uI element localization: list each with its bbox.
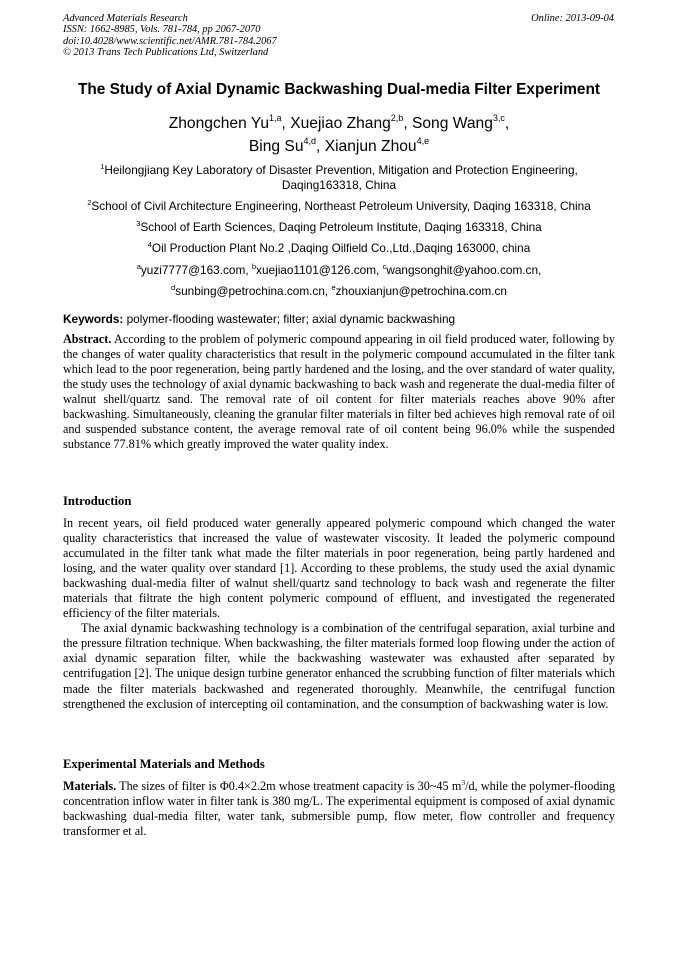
email-link[interactable]: zhouxianjun@petrochina.com.cn xyxy=(335,284,507,298)
materials-label: Materials. xyxy=(63,779,117,793)
abstract-label: Abstract. xyxy=(63,332,112,346)
online-date: Online: 2013-09-04 xyxy=(531,13,614,24)
email-link[interactable]: sunbing@petrochina.com.cn xyxy=(175,284,325,298)
author-name: Zhongchen Yu xyxy=(168,115,270,132)
email-link[interactable]: wangsonghit@yahoo.com.cn xyxy=(386,263,539,277)
author-affiliation-mark: 2,b xyxy=(390,113,404,123)
emails-line-2: $^d$sunbing@petrochina.com.cn, $^e$zhouxianjun@petrochina.com.cn xyxy=(171,283,507,298)
affiliation-4: $^4$Oil Production Plant No.2 ,Daqing Oilfield Co.,Ltd.,Daqing 163000, china xyxy=(147,240,531,255)
keywords xyxy=(63,312,615,327)
introduction-heading: Introduction xyxy=(63,494,132,508)
introduction-paragraph-2: The axial dynamic backwashing technology is a combination of the centrifugal separation, axial turbine and the pressure filtration technique. When backwashing, the filter materials formed loop flowing under the action of axial dynamic separation filter, while the backwashing wastewater was exhausted after separated by centrifugation [2]. The unique design turbine generator enhanced the scrubbing function of filter materials which made the filter materials backwashed and regenerated thoroughly. Meanwhile, the centrifugal function strengthened the exclusion of intercepting oil contamination, and the consumption of backwashing water is low. xyxy=(63,621,615,711)
materials-paragraph: Materials. The sizes of filter is Φ0.4×2.2m whose treatment capacity is 30~45 $m^3/d$, while the polymer-flooding concentration inflow water in filter tank is 380 mg/L. The experimental equipment is composed of axial dynamic backwashing dual-media filter, water tank, submersible pump, flow meter, flow controller and frequency transformer et al. xyxy=(63,778,615,839)
keywords-text: polymer-flooding wastewater; filter; axial dynamic backwashing xyxy=(123,312,456,326)
issn-line: ISSN: 1662-8985, Vols. 781-784, pp 2067-2070 xyxy=(63,24,261,36)
author-affiliation-mark: 4,d xyxy=(303,136,317,146)
affiliation-3: $^3$School of Earth Sciences, Daqing Petroleum Institute, Daqing 163318, China xyxy=(136,219,542,234)
paper-title: The Study of Axial Dynamic Backwashing Dual-media Filter Experiment xyxy=(78,81,600,98)
journal-name: Advanced Materials Research xyxy=(63,13,188,24)
introduction-paragraph-1: In recent years, oil field produced water generally appeared polymeric compound which changed the water quality characteristics that increased the value of wastewater viscosity. It leaded the polymeric compound accumulated in the filter tank what made the filter materials in poor regeneration, being partly hardened and losing, and the water quality over standard [1]. According to these problems, the study used the axial dynamic backwashing dual-media filter of walnut shell/quartz sand technology to back wash and regenerate the filter materials that filtrate the high content polymeric compound of effluent, and investigated the regenerated efficiency of the filter materials. xyxy=(63,516,615,621)
author-affiliation-mark: 4,e xyxy=(416,136,430,146)
author-affiliation-mark: 1,a xyxy=(269,113,282,123)
affiliation-2: $^2$School of Civil Architecture Engineering, Northeast Petroleum University, Daqing 163318, China xyxy=(87,198,591,213)
authors-line-1: Zhongchen Yu$^{1,a}$, Xuejiao Zhang$^{2,b}$, Song Wang$^{3,c}$, xyxy=(168,113,510,132)
email-link[interactable]: yuzi7777@163.com xyxy=(140,263,246,277)
author-name: Song Wang xyxy=(411,115,493,132)
doi-line[interactable]: doi:10.4028/www.scientific.net/AMR.781-784.2067 xyxy=(63,35,277,47)
copyright-line: © 2013 Trans Tech Publications Ltd, Switzerland xyxy=(63,47,269,59)
abstract-text: According to the problem of polymeric compound appearing in oil field produced water, following by the changes of water quality characteristics that result in the polymeric compound accumulated in the filter tank which lead to the poor regeneration, being partly hardened and the losing, and the over standard of water quality, the study uses the technology of axial dynamic backwashing to back wash and regenerate the dual-media filter of walnut shell/quartz sand. The removal rate of oil content for filter materials reaches above 90% after backwashing. Simultaneously, cleaning the granular filter materials in filter bed achieves high removal rate of oil and suspended substance content, the average removal rate of oil content being 96.0% while the suspended substance 77.81% which greatly improved the water quality index. xyxy=(63,332,615,452)
journal-header xyxy=(63,13,277,59)
methods-heading: Experimental Materials and Methods xyxy=(63,757,265,771)
author-name: Xianjun Zhou xyxy=(324,138,417,155)
author-affiliation-mark: 3,c xyxy=(492,113,505,123)
abstract xyxy=(63,332,615,452)
introduction-body xyxy=(63,516,615,712)
author-name: Xuejiao Zhang xyxy=(290,115,391,132)
keywords-label: Keywords: xyxy=(63,312,124,326)
emails-line-1: $^a$yuzi7777@163.com, $^b$xuejiao1101@126.com, $^c$wangsonghit@yahoo.com.cn, xyxy=(136,262,542,277)
email-link[interactable]: xuejiao1101@126.com xyxy=(256,263,377,277)
unit-superscript: 3 xyxy=(461,778,466,787)
affiliation-1: $^1$Heilongjiang Key Laboratory of Disaster Prevention, Mitigation and Protection Engineering, Daqing163318, China xyxy=(100,162,578,192)
authors-line-2: Bing Su$^{4,d}$, Xianjun Zhou$^{4,e}$ xyxy=(248,136,430,155)
author-name: Bing Su xyxy=(248,138,304,155)
